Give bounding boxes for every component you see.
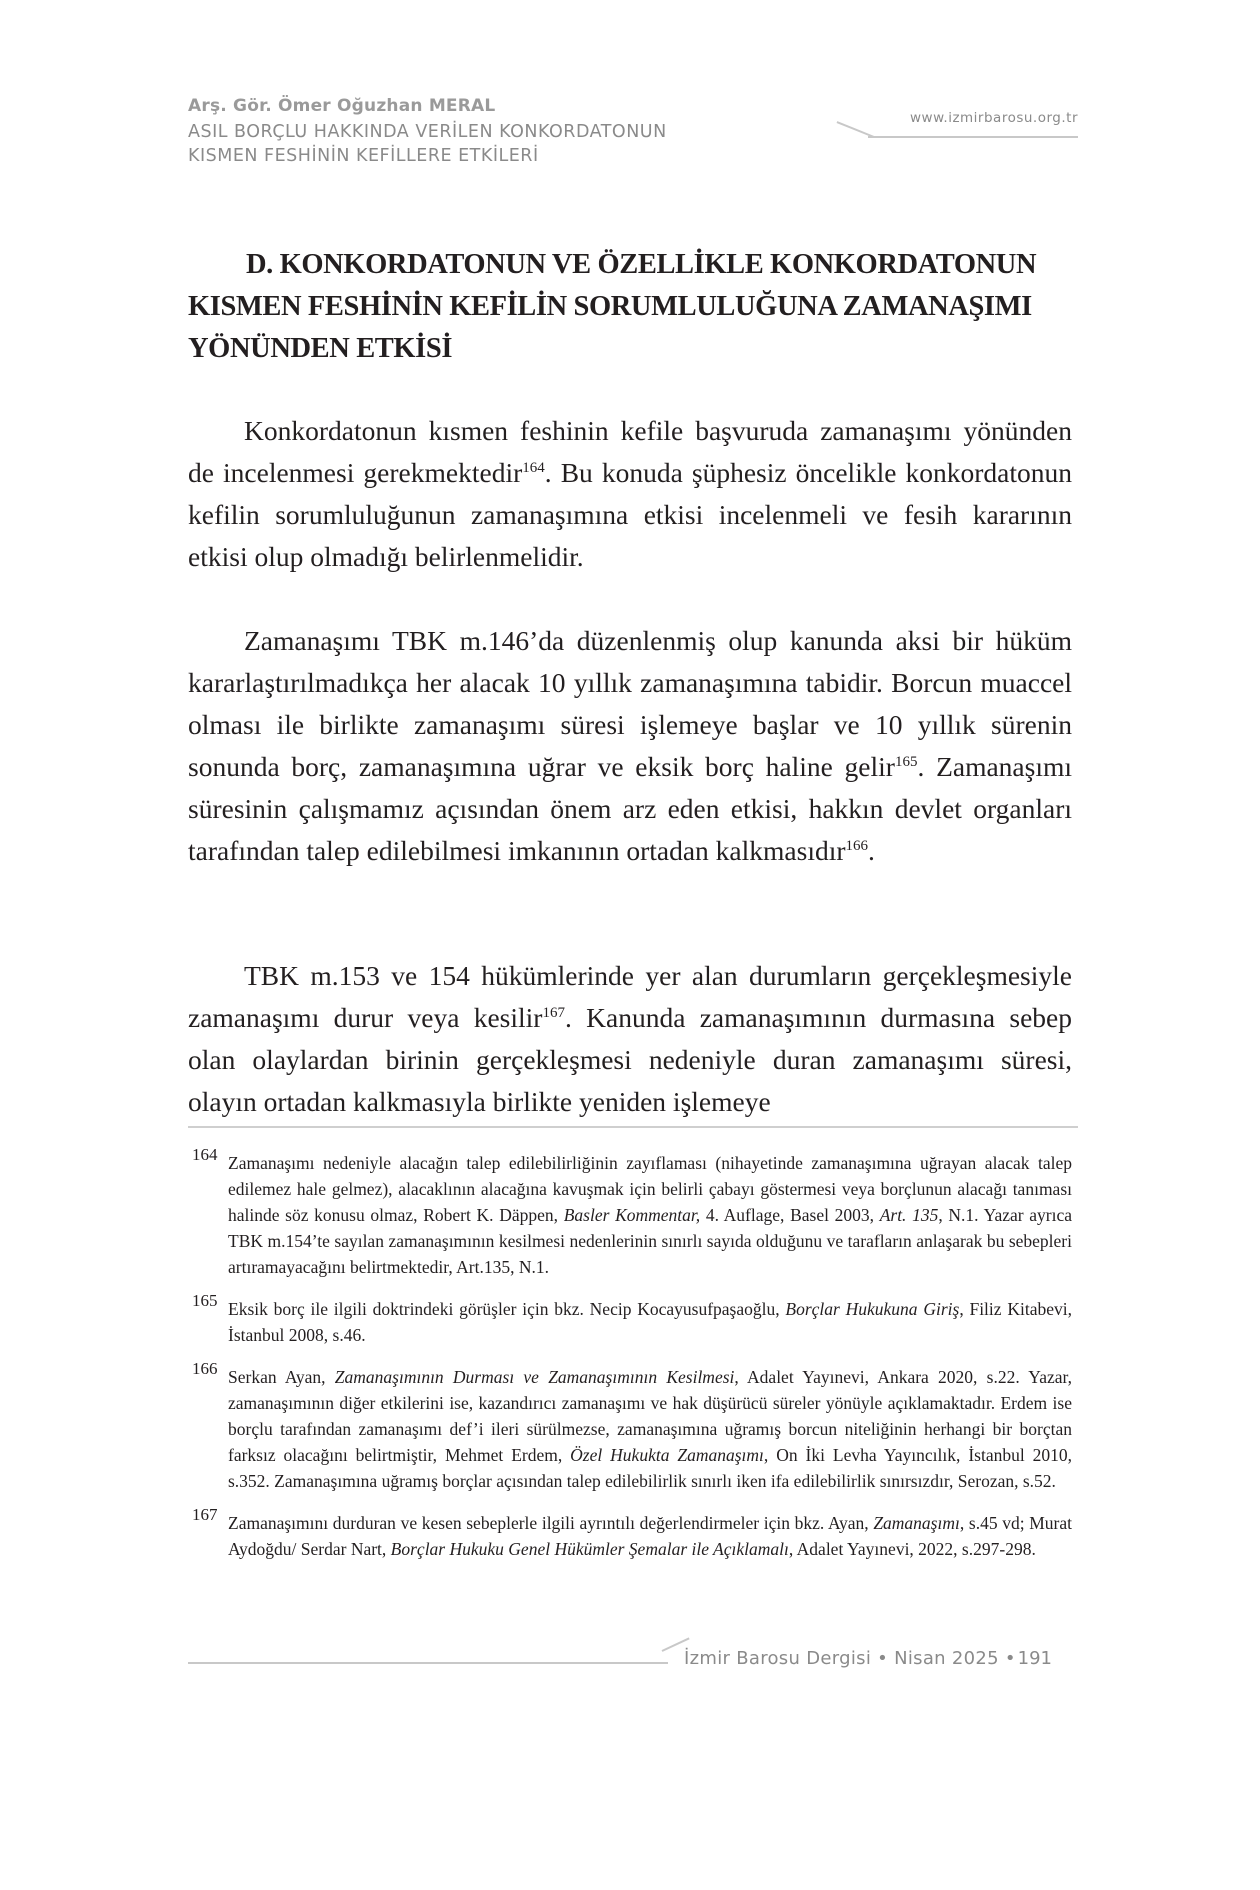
footnote-ref-164[interactable]: 164 [522,459,545,476]
footnote-ref-167[interactable]: 167 [542,1004,565,1021]
footnote-separator [188,1126,1078,1128]
footnote-165: 165 Eksik borç ile ilgili doktrindeki görüşler için bkz. Necip Kocayusufpaşaoğlu, Borçlar Hukukuna Giriş, Filiz Kitabevi, İstanbul 2008, s.46. [188,1296,1072,1348]
footnote-166: 166 Serkan Ayan, Zamanaşımının Durması ve Zamanaşımının Kesilmesi, Adalet Yayınevi, Ankara 2020, s.22. Yazar, zamanaşımının diğer etkilerini ise, kazandırıcı zamanaşımı ve hak düşürücü süreler yönüyle açıklamaktadır. Erdem ise borçlu tarafından zamanaşımı def’i ileri sürülmezse, zamanaşımına uğramış borcun niteliğinin herhangi bir borçtan farksız olacağını belirtmiştir, Mehmet Erdem, Özel Hukukta Zamanaşımı, On İki Levha Yayıncılık, İstanbul 2010, s.352. Zamanaşımına uğramış borçlar açısından talep edilebilirlik sınırlı iken ifa edilebilirlik sınırsızdır, Serozan, s.52. [188,1364,1072,1494]
article-title-line-1: ASIL BORÇLU HAKKINDA VERİLEN KONKORDATONUN [188,122,667,142]
footnote-ref-166[interactable]: 166 [845,837,869,854]
paragraph-1: Konkordatonun kısmen feshinin kefile başvuruda zamanaşımı yönünden de incelenmesi gerekmektedir$^{164}$. Bu konuda şüphesiz öncelikle konkordatonun kefilin sorumluluğunun zamanaşımına etkisi incelenmeli ve fesih kararının etkisi olup olmadığı belirlenmelidir. [188,415,1073,572]
footnote-number: 166 [192,1359,218,1378]
footnote-167: 167 Zamanaşımını durduran ve kesen sebeplerle ilgili ayrıntılı değerlendirmeler için bkz. Ayan, Zamanaşımı, s.45 vd; Murat Aydoğdu/ Serdar Nart, Borçlar Hukuku Genel Hükümler Şemalar ile Açıklamalı, Adalet Yayınevi, 2022, s.297-298. [188,1510,1072,1562]
running-footer [188,1640,1078,1680]
running-header [188,96,1078,186]
footnote-ref-165[interactable]: 165 [894,753,918,770]
article-title-line-2: KISMEN FESHİNİN KEFİLLERE ETKİLERİ [188,146,539,166]
page-number: 191 [1017,1648,1052,1669]
section-heading-line-3: YÖNÜNDEN ETKİSİ [188,333,453,364]
section-heading [188,244,1072,370]
paragraph-2: Zamanaşımı TBK m.146’da düzenlenmiş olup kanunda aksi bir hüküm kararlaştırılmadıkça her alacak 10 yıllık zamanaşımına tabidir. Borcun muaccel olması ile birlikte zamanaşımı süresi işlemeye başlar ve 10 yıllık sürenin sonunda borç, zamanaşımına uğrar ve eksik borç haline gelir$^{165}$. Zamanaşımı süresinin çalışmamız açısından önem arz eden etkisi, hakkın devlet organları tarafından talep edilebilmesi imkanının ortadan kalkmasıdır$^{166}$. [188,625,1072,866]
footnote-number: 165 [192,1291,218,1310]
footnote-164: 164 Zamanaşımı nedeniyle alacağın talep edilebilirliğinin zayıflaması (nihayetinde zamanaşımına uğrayan alacak talep edilemez hale gelmez), alacaklının alacağına kavuşmak için belirli çabayı göstermesi veya borçlunun alacağı tanıması halinde söz konusu olmaz, Robert K. Däppen, Basler Kommentar, 4. Auflage, Basel 2003, Art. 135, N.1. Yazar ayrıca TBK m.154’te sayılan zamanaşımının kesilmesi nedenlerinin sınırlı sayıda olduğunu ve tarafların anlaşarak bu sebepleri artıramayacağını belirtmektedir, Art.135, N.1. [188,1150,1072,1280]
journal-name: İzmir Barosu Dergisi • Nisan 2025 • [684,1648,1016,1669]
paragraph-3: TBK m.153 ve 154 hükümlerinde yer alan durumların gerçekleşmesiyle zamanaşımı durur veya kesilir$^{167}$. Kanunda zamanaşımının durmasına sebep olan olaylardan birinin gerçekleşmesi nedeniyle duran zamanaşımı süresi, olayın ortadan kalkmasıyla birlikte yeniden işlemeye [188,960,1072,1117]
website-url: www.izmirbarosu.org.tr [910,110,1078,126]
footer-rule [188,1662,668,1664]
footnote-number: 164 [192,1145,218,1164]
section-heading-line-1: D. KONKORDATONUN VE ÖZELLİKLE KONKORDATONUN [246,249,1037,280]
author-name: Arş. Gör. Ömer Oğuzhan MERAL [188,96,496,116]
footnotes [188,1145,1073,1578]
section-heading-line-2: KISMEN FESHİNİN KEFİLİN SORUMLULUĞUNA ZAMANAŞIMI [188,291,1032,322]
header-rule [868,136,1078,138]
article-title [188,120,1078,168]
footnote-number: 167 [192,1505,218,1524]
